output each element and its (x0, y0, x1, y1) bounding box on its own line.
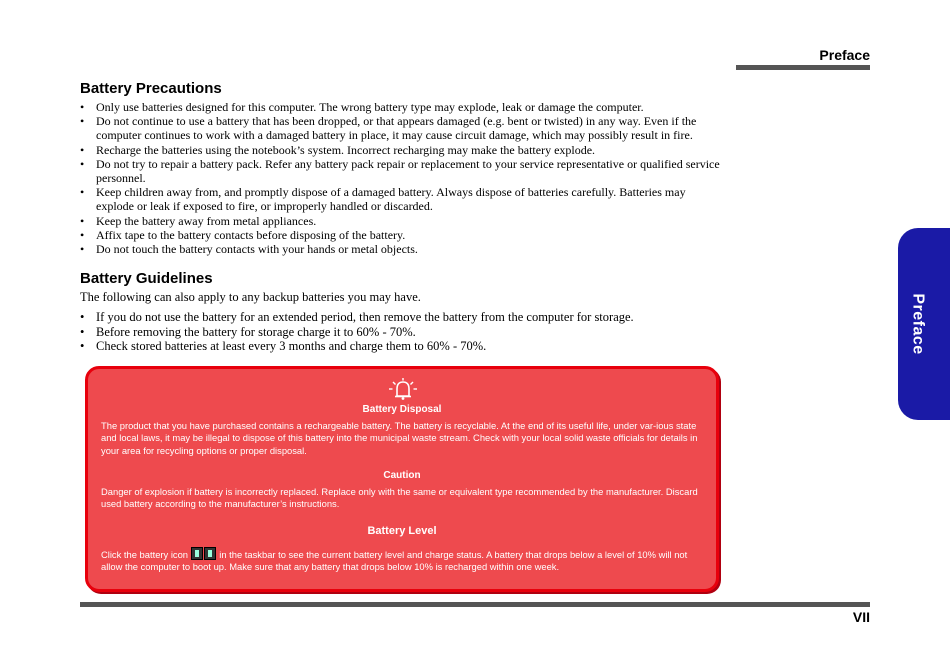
list-item: • Do not try to repair a battery pack. Refer any battery pack repair or replacement to your service representative or qualified service personnel. (80, 157, 725, 185)
list-item: • If you do not use the battery for an extended period, then remove the battery from the computer for storage. (80, 310, 725, 325)
list-item: • Check stored batteries at least every 3 months and charge them to 60% - 70%. (80, 339, 725, 354)
list-item: • Do not continue to use a battery that has been dropped, or that appears damaged (e.g. bent or twisted) in any way. Even if the computer continues to work with a damaged battery in place, it may cause circuit damage, which may possibly result in fire. (80, 114, 725, 142)
list-item: • Do not touch the battery contacts with your hands or metal objects. (80, 242, 725, 256)
disposal-heading: Battery Disposal (362, 404, 442, 415)
precautions-heading: Battery Precautions (80, 80, 222, 97)
side-tab-label: Preface (910, 293, 928, 355)
side-tab (898, 228, 950, 420)
list-item: • Keep the battery away from metal appliances. (80, 214, 725, 228)
guidelines-list (80, 310, 725, 354)
battery-level-text-start: Click the battery icon (101, 549, 189, 560)
battery-tray-icon (191, 547, 203, 560)
battery-tray-icon (204, 547, 216, 560)
guidelines-heading: Battery Guidelines (80, 270, 213, 287)
list-item: • Keep children away from, and promptly dispose of a damaged battery. Always dispose of batteries carefully. Batteries may explode or leak if exposed to fire, or improperly handled or discarded. (80, 185, 725, 213)
battery-warning-box (85, 366, 719, 592)
battery-level-text (101, 547, 701, 574)
disposal-text: The product that you have purchased contains a rechargeable battery. The battery is recyclable. At the end of its useful life, under var-ious state and local laws, it may be illegal to dispose of this battery into the municipal waste stream. Check with your local solid waste officials for details in your area for recycling options or proper disposal. (101, 420, 698, 456)
header-title: Preface (819, 47, 870, 63)
alarm-bell-icon (388, 377, 418, 401)
list-item: • Affix tape to the battery contacts before disposing of the battery. (80, 228, 725, 242)
page-number: VII (852, 609, 870, 625)
list-item: • Only use batteries designed for this computer. The wrong battery type may explode, leak or damage the computer. (80, 100, 725, 114)
caution-heading: Caution (383, 470, 421, 481)
battery-level-text-end: in the taskbar to see the current battery level and charge status. A battery that drops below a level of 10% will not allow the computer to boot up. Make sure that any battery that drops below 10% is recharged within one week. (101, 549, 688, 573)
precautions-list (80, 100, 725, 256)
header-rule (736, 65, 870, 70)
guidelines-intro: The following can also apply to any backup batteries you may have. (80, 290, 421, 304)
footer-rule (80, 602, 870, 607)
battery-level-heading: Battery Level (367, 525, 437, 537)
list-item: • Before removing the battery for storage charge it to 60% - 70%. (80, 325, 725, 340)
list-item: • Recharge the batteries using the notebook’s system. Incorrect recharging may make the battery explode. (80, 143, 725, 157)
caution-text: Danger of explosion if battery is incorrectly replaced. Replace only with the same or equivalent type recommended by the manufacturer. Discard used battery according to the manufacturer’s instructions. (101, 486, 698, 510)
